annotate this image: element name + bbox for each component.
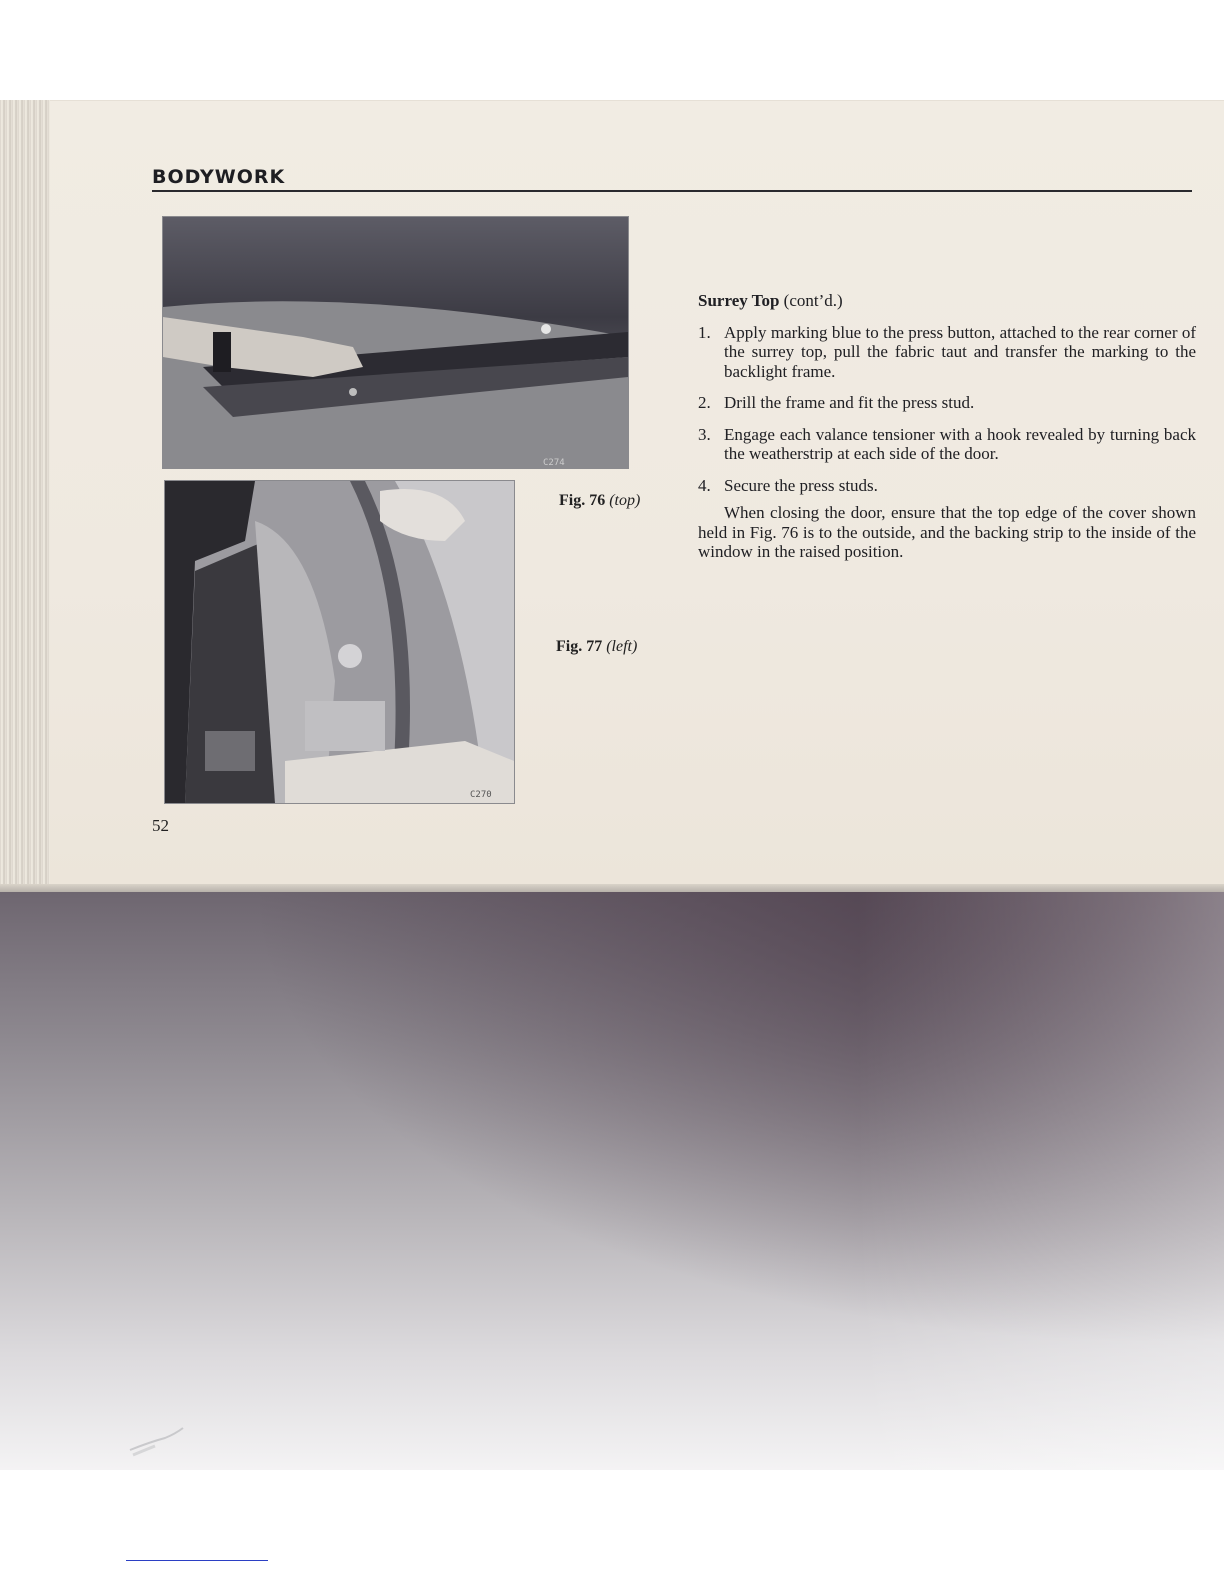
subheading-rest: (cont’d.) [779, 291, 843, 310]
closing-paragraph: When closing the door, ensure that the top edge of the cover shown held in Fig. 76 is to the outside, and the backing strip to the inside of the window in the raised position. [698, 503, 1196, 561]
list-item [698, 425, 1196, 464]
step-text: Secure the press studs. [724, 475, 878, 495]
step-text: Apply marking blue to the press button, attached to the rear corner of the surrey top, pull the fabric taut and transfer the marking to the backlight frame. [724, 322, 1196, 381]
section-title: BODYWORK [152, 166, 286, 188]
step-number: 1. [698, 322, 711, 342]
step-number: 3. [698, 424, 711, 444]
scanner-fade [0, 892, 1224, 1470]
figure-77-photo [164, 480, 515, 804]
bottom-rule [126, 1560, 268, 1561]
figure-76-photo [162, 216, 629, 469]
subheading [698, 291, 1196, 311]
figure-76-caption [559, 492, 640, 510]
figure-76-position: (top) [609, 492, 641, 509]
step-number: 4. [698, 475, 711, 495]
list-item [698, 323, 1196, 382]
step-number: 2. [698, 393, 711, 412]
page-bottom-edge [0, 884, 1224, 892]
figure-77-label: Fig. 77 [556, 638, 603, 655]
list-item [698, 393, 1196, 413]
page-number: 52 [152, 816, 169, 835]
figure-76-plate-code: C274 [543, 458, 565, 468]
book-page-edges [0, 100, 50, 890]
steps-list [698, 323, 1196, 496]
instruction-text [698, 291, 1196, 562]
figure-77-caption [556, 638, 637, 656]
ink-smudge [125, 1420, 185, 1460]
list-item [698, 476, 1196, 496]
figure-77-plate-code: C270 [470, 790, 492, 800]
title-rule [152, 190, 1192, 192]
step-text: Drill the frame and fit the press stud. [724, 393, 975, 412]
subheading-bold: Surrey Top [698, 291, 780, 310]
step-text: Engage each valance tensioner with a hook revealed by turning back the weatherstrip at each side of the door. [724, 424, 1196, 463]
figure-76-label: Fig. 76 [559, 492, 606, 509]
figure-77-position: (left) [606, 638, 638, 655]
